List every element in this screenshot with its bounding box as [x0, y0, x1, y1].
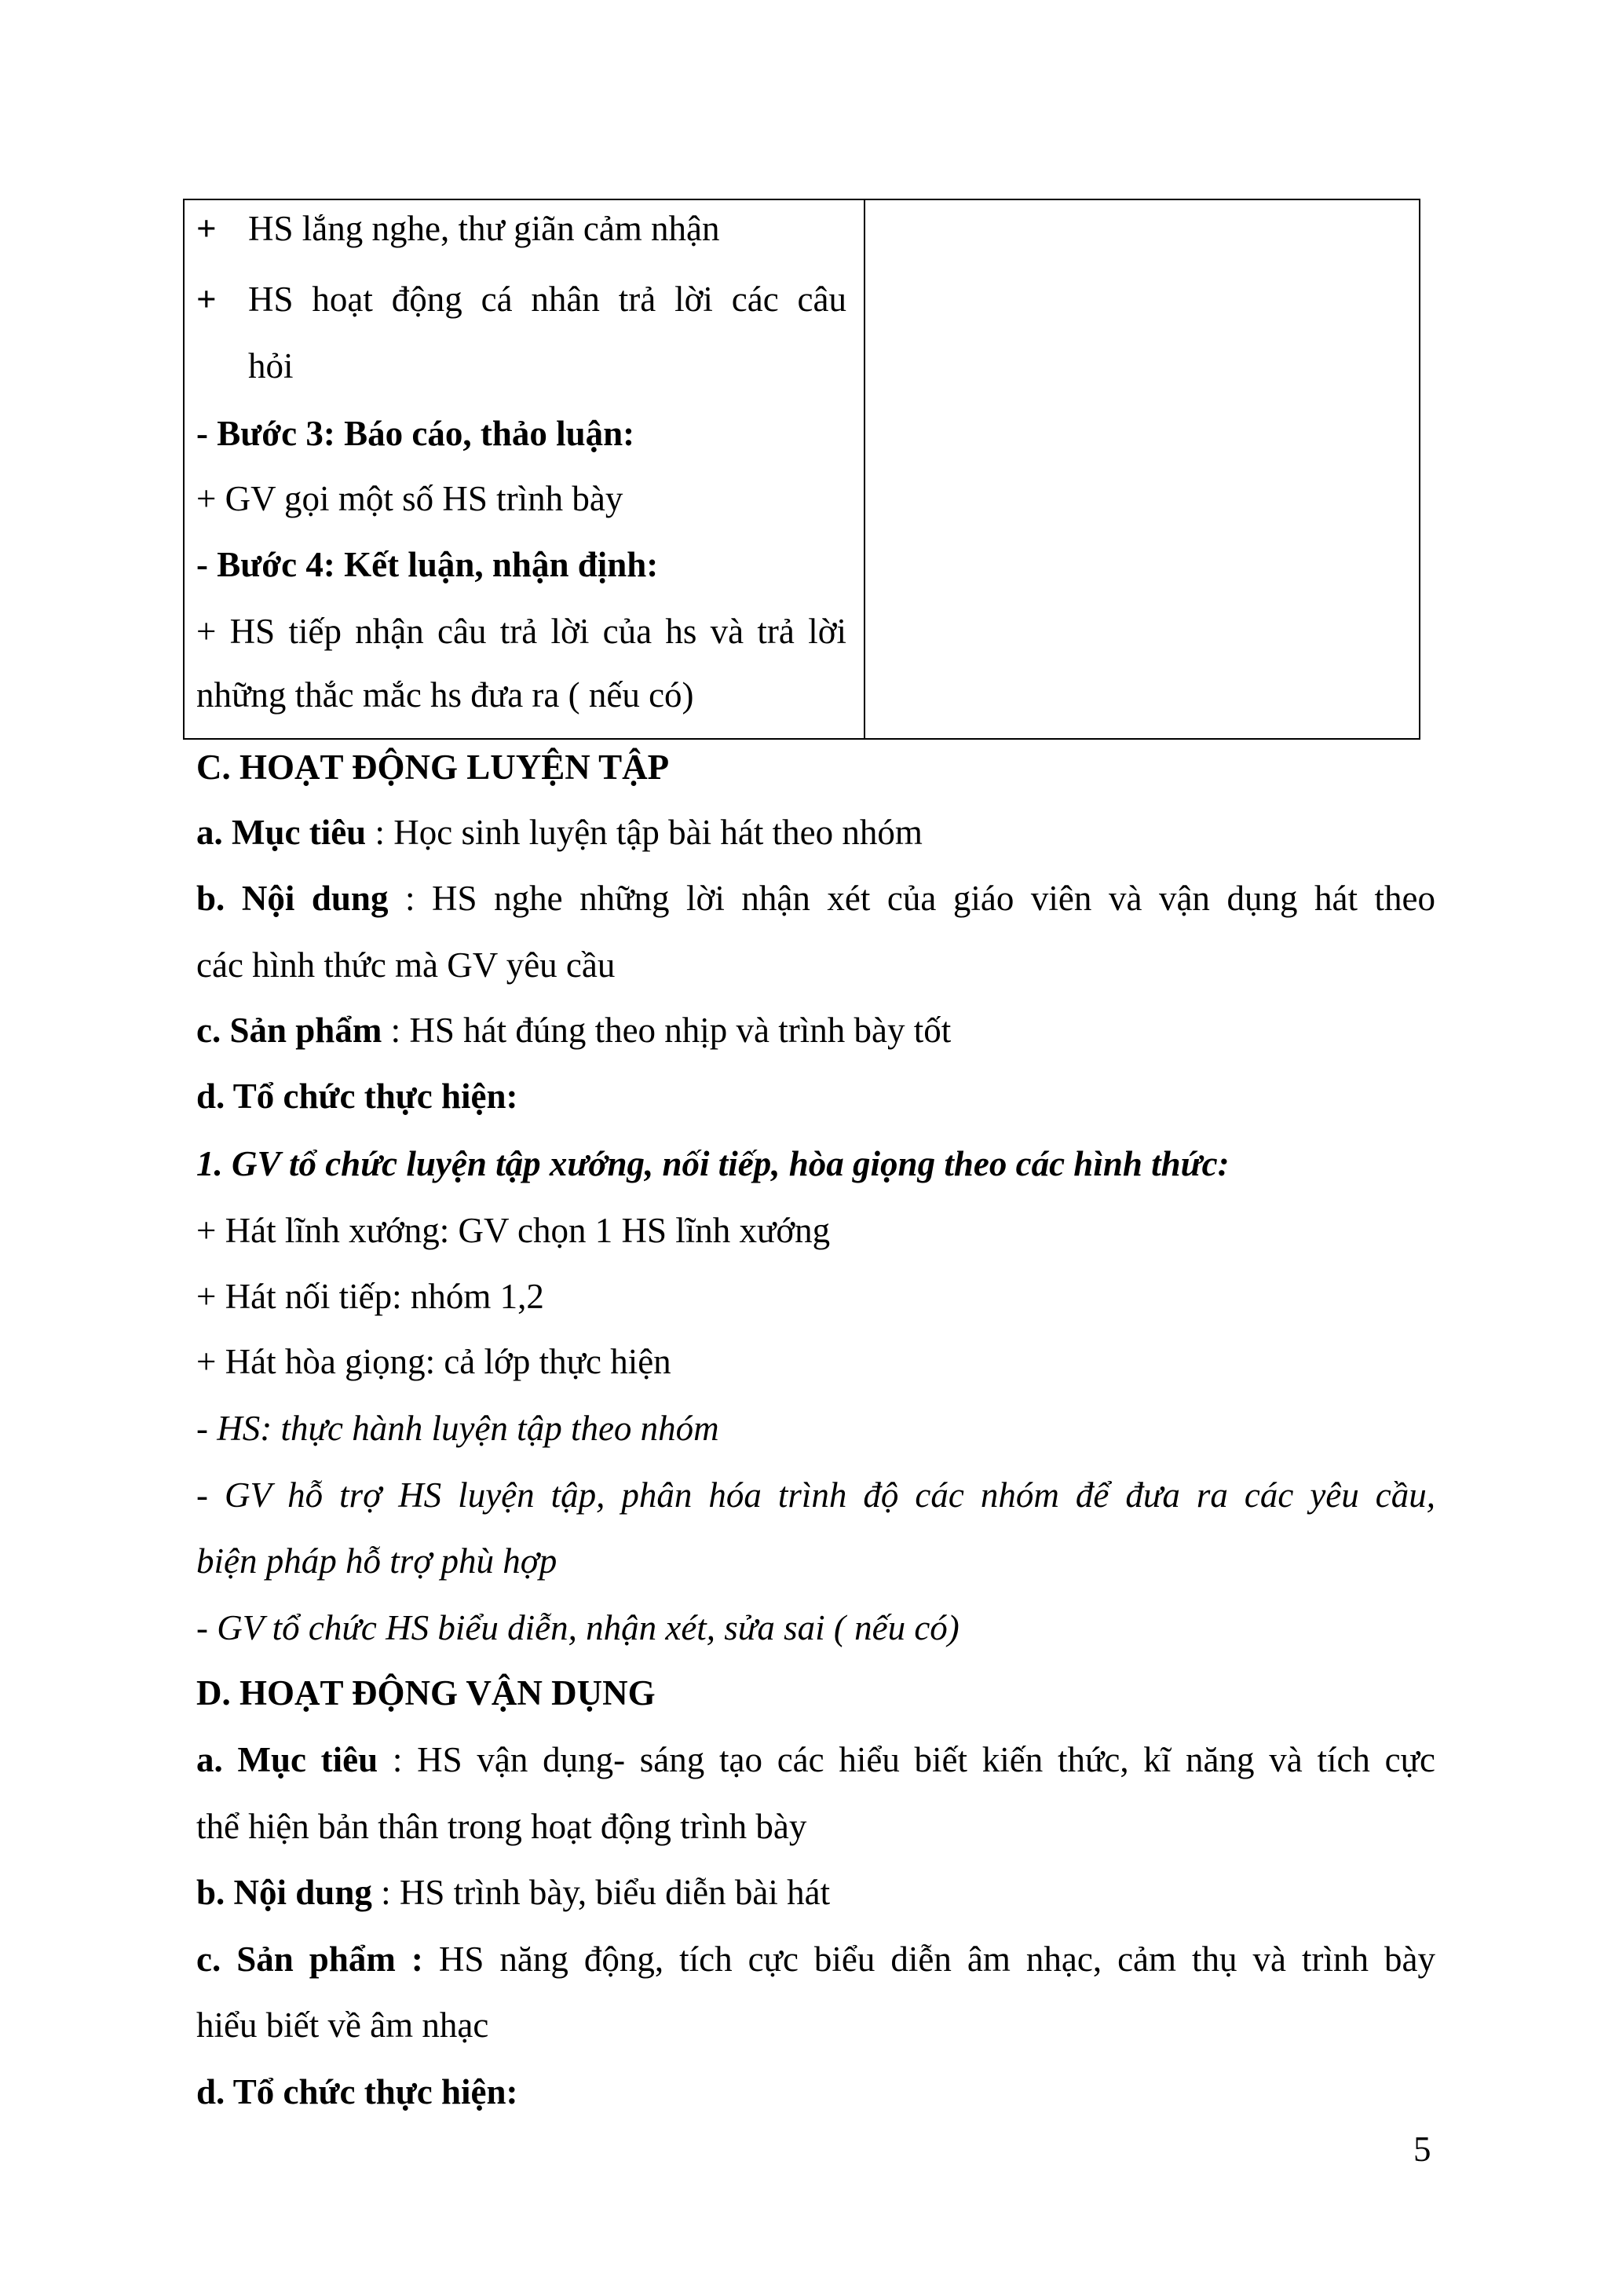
table-line: + HS hoạt động cá nhân trả lời các câu	[196, 280, 846, 319]
italic-line: - GV tổ chức HS biểu diễn, nhận xét, sửa sai ( nếu có)	[196, 1608, 960, 1647]
table-line: + HS tiếp nhận câu trả lời của hs và trả lời	[196, 612, 846, 651]
italic-line: - HS: thực hành luyện tập theo nhóm	[196, 1409, 719, 1448]
list-item: + Hát hòa giọng: cả lớp thực hiện	[196, 1342, 671, 1381]
muc-tieu: a. Mục tiêu : HS vận dụng- sáng tạo các hiểu biết kiến thức, kĩ năng và tích cực	[196, 1740, 1435, 1779]
to-chuc: d. Tổ chức thực hiện:	[196, 2072, 518, 2111]
list-item: + Hát nối tiếp: nhóm 1,2	[196, 1277, 544, 1316]
san-pham-cont: hiểu biết về âm nhạc	[196, 2005, 489, 2045]
san-pham: c. Sản phẩm : HS hát đúng theo nhịp và trình bày tốt	[196, 1011, 952, 1050]
table-column-divider	[864, 200, 865, 738]
san-pham: c. Sản phẩm : HS năng động, tích cực biểu diễn âm nhạc, cảm thụ và trình bày	[196, 1940, 1435, 1979]
table-line: những thắc mắc hs đưa ra ( nếu có)	[196, 675, 694, 715]
noi-dung: b. Nội dung : HS nghe những lời nhận xét của giáo viên và vận dụng hát theo	[196, 879, 1436, 918]
italic-line: - GV hỗ trợ HS luyện tập, phân hóa trình độ các nhóm để đưa ra các yêu cầu,	[196, 1475, 1435, 1515]
muc-tieu: a. Mục tiêu : Học sinh luyện tập bài hát theo nhóm	[196, 813, 923, 852]
section-c-heading: C. HOẠT ĐỘNG LUYỆN TẬP	[196, 748, 670, 787]
to-chuc: d. Tổ chức thực hiện:	[196, 1077, 518, 1116]
table-line: + HS lắng nghe, thư giãn cảm nhận	[196, 209, 720, 248]
noi-dung: b. Nội dung : HS trình bày, biểu diễn bài hát	[196, 1873, 831, 1912]
table-line: hỏi	[248, 346, 294, 386]
step-3-heading: - Bước 3: Báo cáo, thảo luận:	[196, 414, 635, 453]
list-item: + Hát lĩnh xướng: GV chọn 1 HS lĩnh xướng	[196, 1211, 831, 1250]
step-1: 1. GV tổ chức luyện tập xướng, nối tiếp, hòa giọng theo các hình thức:	[196, 1144, 1230, 1183]
italic-line: biện pháp hỗ trợ phù hợp	[196, 1541, 557, 1581]
table-line: + GV gọi một số HS trình bày	[196, 479, 623, 518]
noi-dung-cont: các hình thức mà GV yêu cầu	[196, 945, 616, 985]
page-number: 5	[1413, 2130, 1431, 2169]
step-4-heading: - Bước 4: Kết luận, nhận định:	[196, 545, 659, 584]
section-d-heading: D. HOẠT ĐỘNG VẬN DỤNG	[196, 1673, 656, 1713]
muc-tieu-cont: thể hiện bản thân trong hoạt động trình bày	[196, 1807, 807, 1846]
